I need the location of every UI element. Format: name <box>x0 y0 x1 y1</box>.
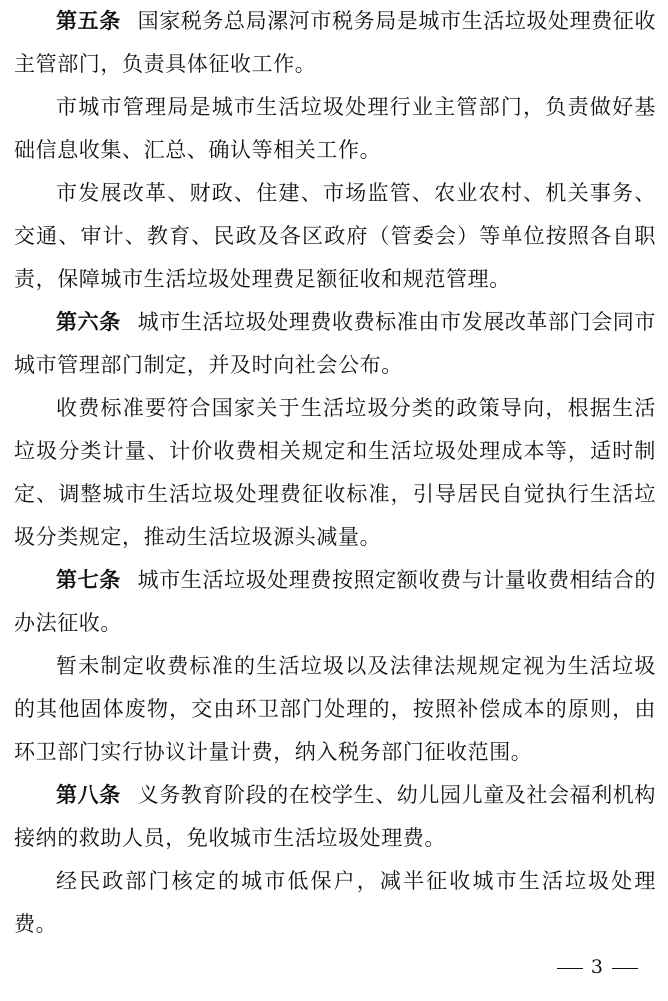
paragraph-text: 城市生活垃圾处理费按照定额收费与计量收费相结合的办法征收。 <box>14 568 657 635</box>
page-number-dash-right <box>612 968 638 969</box>
paragraph <box>14 645 656 774</box>
paragraph-article-8 <box>14 774 656 860</box>
document-body <box>14 0 656 946</box>
paragraph-article-7 <box>14 559 656 645</box>
paragraph-text: 暂未制定收费标准的生活垃圾以及法律法规规定视为生活垃圾的其他固体废物，交由环卫部门处理的，按照补偿成本的原则，由环卫部门实行协议计量计费，纳入税务部门征收范围。 <box>14 654 656 764</box>
paragraph-text: 市发展改革、财政、住建、市场监管、农业农村、机关事务、交通、审计、教育、民政及各区政府（管委会）等单位按照各自职责，保障城市生活垃圾处理费足额征收和规范管理。 <box>14 181 656 291</box>
paragraph <box>14 172 656 301</box>
paragraph-article-6 <box>14 301 656 387</box>
page-number-value: 3 <box>590 956 604 978</box>
paragraph-text: 经民政部门核定的城市低保户，减半征收城市生活垃圾处理费。 <box>14 869 656 936</box>
article-number: 第八条 <box>56 783 121 807</box>
paragraph-article-5 <box>14 0 656 86</box>
paragraph-text: 国家税务总局漯河市税务局是城市生活垃圾处理费征收主管部门，负责具体征收工作。 <box>14 9 657 76</box>
page-number-dash-left <box>557 968 583 969</box>
paragraph-text: 市城市管理局是城市生活垃圾处理行业主管部门，负责做好基础信息收集、汇总、确认等相关工作。 <box>14 95 656 162</box>
article-number: 第七条 <box>56 568 121 592</box>
article-number: 第五条 <box>56 9 121 33</box>
paragraph-text: 收费标准要符合国家关于生活垃圾分类的政策导向，根据生活垃圾分类计量、计价收费相关规定和生活垃圾处理成本等，适时制定、调整城市生活垃圾处理费征收标准，引导居民自觉执行生活垃圾分类规定，推动生活垃圾源头减量。 <box>14 396 656 549</box>
paragraph-text: 城市生活垃圾处理费收费标准由市发展改革部门会同市城市管理部门制定，并及时向社会公布。 <box>14 310 657 377</box>
paragraph <box>14 387 656 559</box>
paragraph <box>14 860 656 946</box>
article-number: 第六条 <box>56 310 121 334</box>
page-number <box>549 956 646 978</box>
paragraph <box>14 86 656 172</box>
paragraph-text: 义务教育阶段的在校学生、幼儿园儿童及社会福利机构接纳的救助人员，免收城市生活垃圾处理费。 <box>14 783 657 850</box>
